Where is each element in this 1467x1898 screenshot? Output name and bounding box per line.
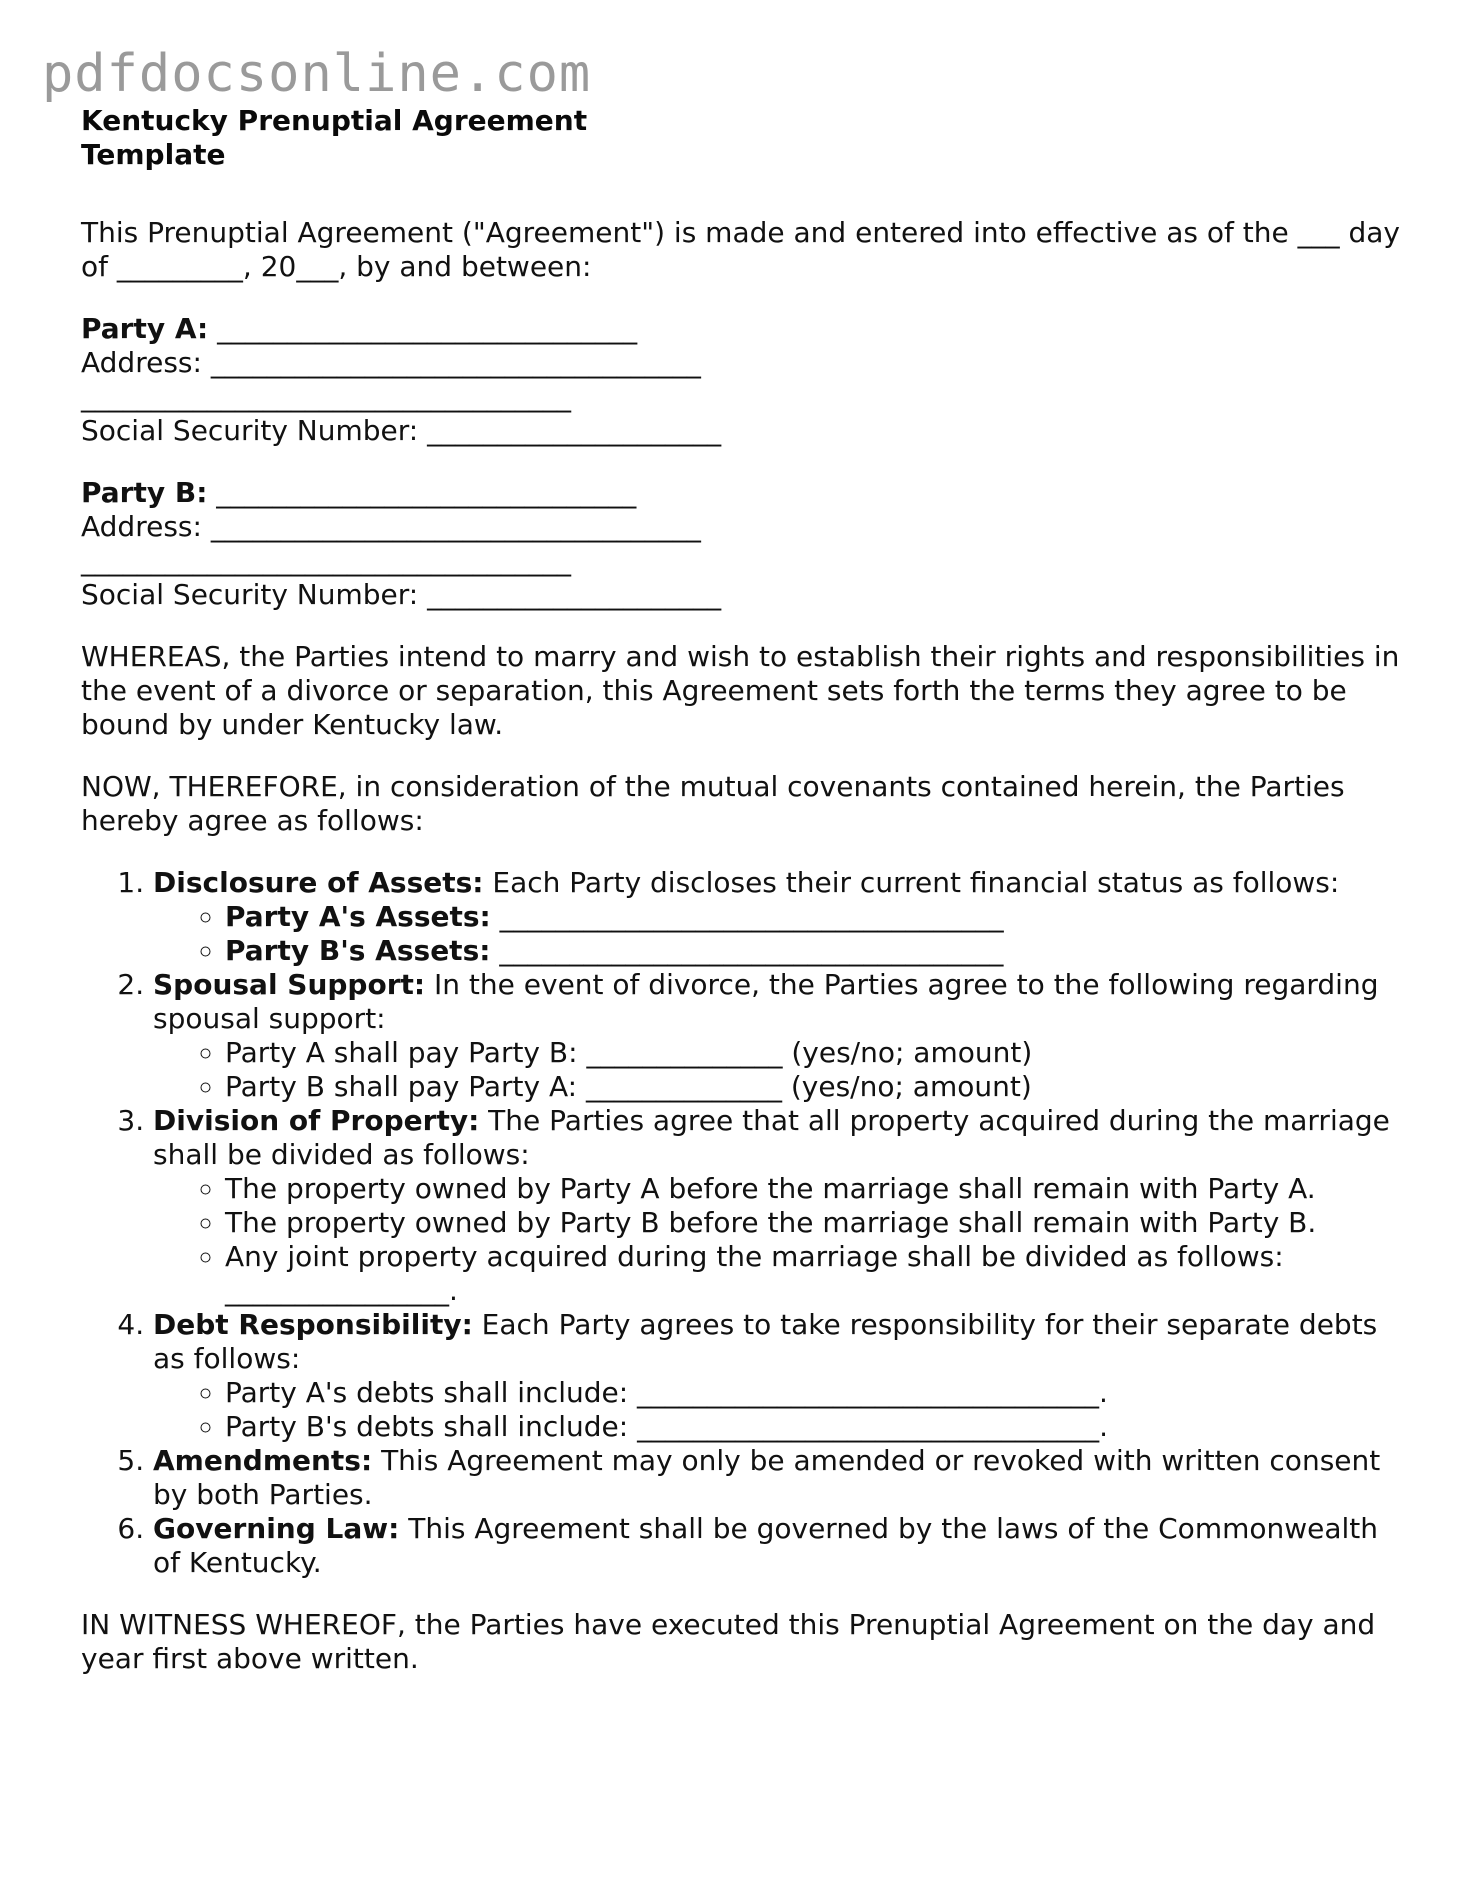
law-text: This Agreement shall be governed by the laws of the Commonwealth of Kentucky. [153, 1512, 1379, 1579]
disclosure-heading: Disclosure of Assets: [153, 866, 484, 899]
party-b-assets-blank: ____________________________________ [490, 934, 1004, 967]
witness-paragraph: IN WITNESS WHEREOF, the Parties have executed this Prenuptial Agreement on the day and year first above written. [81, 1608, 1376, 1675]
list-item [225, 934, 1411, 968]
list-item [225, 900, 1411, 934]
property-text: The Parties agree that all property acquired during the marriage shall be divided as follows: [153, 1104, 1390, 1171]
party-a-label: Party A: [81, 312, 209, 345]
title-line-1: Kentucky Prenuptial Agreement [81, 104, 588, 137]
party-b-label: Party B: [81, 476, 208, 509]
party-a-block [81, 312, 1411, 448]
party-a-ssn: Social Security Number: _____________________ [81, 414, 722, 447]
whereas-paragraph: WHEREAS, the Parties intend to marry and wish to establish their rights and responsibilities in the event of a divorce or separation, this Agreement sets forth the terms they agree to be bound by under Kentucky law. [81, 640, 1400, 741]
list-item-governing-law [153, 1512, 1411, 1580]
disclosure-sublist [153, 900, 1411, 968]
list-item: ◦ Party B shall pay Party A: ______________ (yes/no; amount) [225, 1070, 1411, 1104]
list-item-amendments [153, 1444, 1411, 1512]
party-a-assets-blank: ____________________________________ [490, 900, 1004, 933]
support-text: In the event of divorce, the Parties agree to the following regarding spousal support: [153, 968, 1379, 1035]
party-b-name-line [81, 476, 1411, 510]
intro-paragraph: This Prenuptial Agreement ("Agreement") is made and entered into effective as of the ___ day of _________, 20___, by and between: [81, 216, 1400, 283]
title-line-2: Template [81, 138, 226, 171]
document-title [81, 104, 1411, 172]
list-item: ◦ Party A's debts shall include: _________________________________. [225, 1376, 1411, 1410]
party-a-assets-label: Party A's Assets: [225, 900, 491, 933]
party-a-name-blank: ______________________________ [208, 312, 638, 345]
party-a-address: Address: ___________________________________ [81, 346, 701, 379]
list-item: ◦ Party A shall pay Party B: ______________ (yes/no; amount) [225, 1036, 1411, 1070]
law-heading: Governing Law: [153, 1512, 400, 1545]
list-item-spousal-support [153, 968, 1411, 1104]
list-item-debt-responsibility [153, 1308, 1411, 1444]
party-b-address: Address: ___________________________________ [81, 510, 701, 543]
party-b-name-blank: ______________________________ [207, 476, 637, 509]
disclosure-text: Each Party discloses their current financial status as follows: [483, 866, 1340, 899]
list-item: ◦ The property owned by Party B before the marriage shall remain with Party B. [225, 1206, 1411, 1240]
list-item: ◦ Any joint property acquired during the marriage shall be divided as follows: ________________. [225, 1240, 1411, 1308]
amendments-text: This Agreement may only be amended or revoked with written consent by both Parties. [153, 1444, 1381, 1511]
debt-sublist [153, 1376, 1411, 1444]
property-sublist [153, 1172, 1411, 1308]
now-therefore-paragraph: NOW, THEREFORE, in consideration of the mutual covenants contained herein, the Parties hereby agree as follows: [81, 770, 1345, 837]
property-heading: Division of Property: [153, 1104, 480, 1137]
list-item: ◦ The property owned by Party A before the marriage shall remain with Party A. [225, 1172, 1411, 1206]
party-b-ssn: Social Security Number: _____________________ [81, 578, 722, 611]
document-page [81, 104, 1411, 1676]
support-sublist [153, 1036, 1411, 1104]
debt-text: Each Party agrees to take responsibility for their separate debts as follows: [153, 1308, 1378, 1375]
list-item-disclosure [153, 866, 1411, 968]
list-item: ◦ Party B's debts shall include: _________________________________. [225, 1410, 1411, 1444]
party-b-address-line2: ___________________________________ [81, 544, 571, 577]
party-a-address-line2: ___________________________________ [81, 380, 571, 413]
amendments-heading: Amendments: [153, 1444, 373, 1477]
terms-list [81, 866, 1411, 1580]
party-b-block [81, 476, 1411, 612]
party-a-name-line [81, 312, 1411, 346]
watermark: pdfdocsonline.com [42, 44, 592, 104]
debt-heading: Debt Responsibility: [153, 1308, 473, 1341]
party-b-assets-label: Party B's Assets: [225, 934, 491, 967]
list-item-division-of-property [153, 1104, 1411, 1308]
support-heading: Spousal Support: [153, 968, 426, 1001]
